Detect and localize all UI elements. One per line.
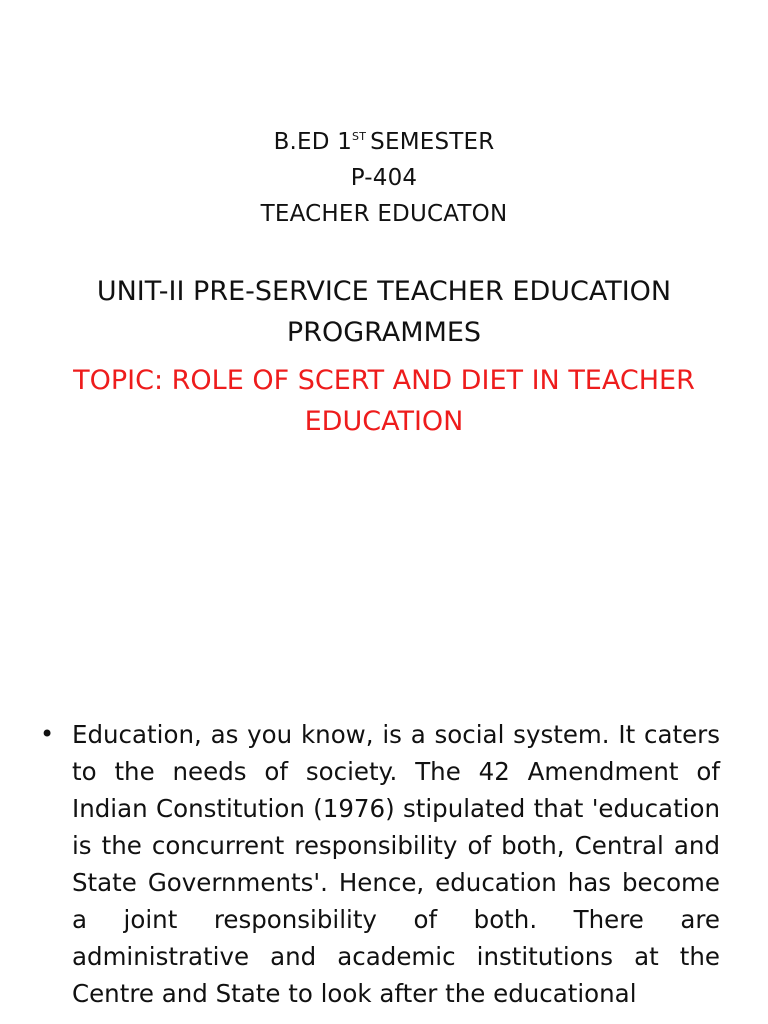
ordinal-superscript: ST [352,130,367,143]
course-prefix: B.ED 1 [273,129,353,155]
topic-title: TOPIC: ROLE OF SCERT AND DIET IN TEACHER EDUCATION [73,365,695,437]
bullet-paragraph: Education, as you know, is a social system. It caters to the needs of society. The 42 Amendment of Indian Constitution (1976) stipulated that 'education is the concurrent responsibility of both, Central and State Governments'. Hence, education has become a joint responsibility of both. There are administrative and academic institutions at the Centre and State to look after the educational [72,720,720,1008]
paper-code: P-404 [350,165,418,191]
course-suffix: SEMESTER [370,129,495,155]
paper-name: TEACHER EDUCATON [260,201,508,227]
semester-line [0,124,768,160]
course-info [0,124,768,232]
unit-title: UNIT-II PRE-SERVICE TEACHER EDUCATION PROGRAMMES [96,276,672,348]
content-slide [0,690,768,1024]
bullet-icon: • [40,720,55,748]
